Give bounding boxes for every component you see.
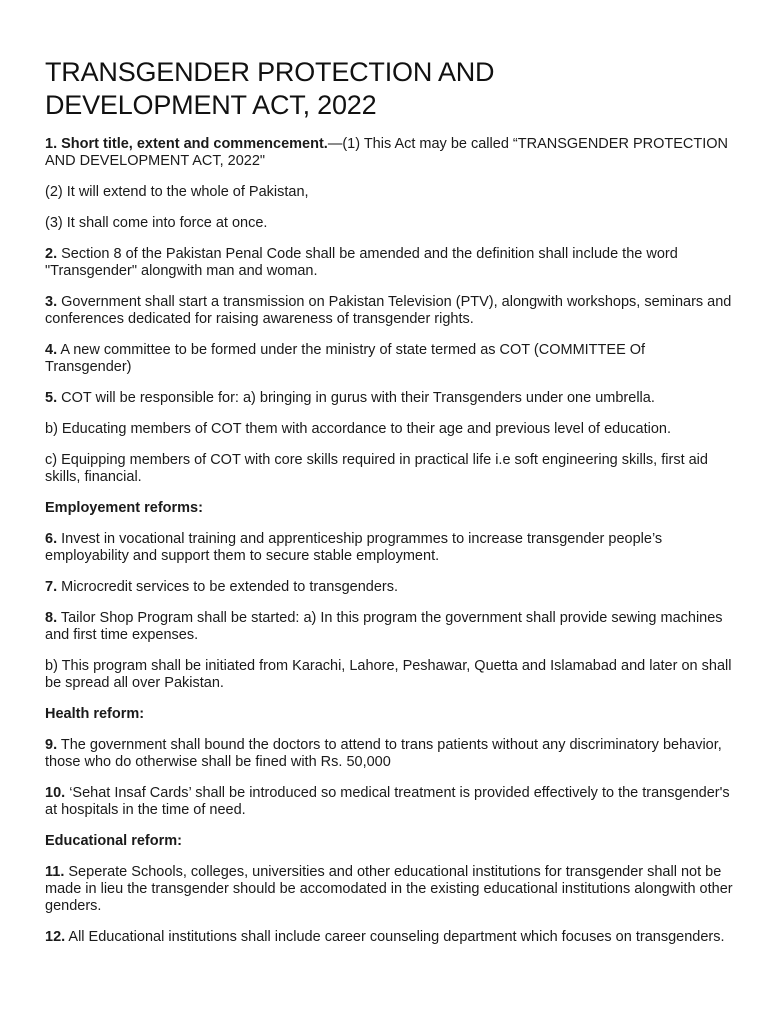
section-6-text: Invest in vocational training and apprenticeship programmes to increase transgender people’s employability and support them to secure stable employment. bbox=[45, 531, 663, 564]
section-3-text: Government shall start a transmission on Pakistan Television (PTV), alongwith workshops, seminars and conferences dedicated for raising awareness of transgender rights. bbox=[45, 294, 732, 327]
section-1-text: —(1) This Act may be called “TRANSGENDER PROTECTION AND DEVELOPMENT ACT, 2022" bbox=[45, 136, 729, 169]
section-9-text: The government shall bound the doctors to attend to trans patients without any discriminatory behavior, those who do otherwise shall be fined with Rs. 50,000 bbox=[45, 737, 722, 770]
section-9-number: 9. bbox=[45, 737, 58, 753]
section-6 bbox=[45, 531, 735, 565]
section-9 bbox=[45, 737, 735, 771]
heading-employment-reforms: Employement reforms: bbox=[45, 500, 203, 516]
section-1-lead: 1. Short title, extent and commencement. bbox=[45, 136, 328, 152]
document-title bbox=[45, 56, 735, 122]
section-5-text: COT will be responsible for: a) bringing in gurus with their Transgenders under one umbrella. bbox=[57, 390, 655, 406]
section-10-number: 10. bbox=[45, 785, 66, 801]
section-2 bbox=[45, 246, 735, 280]
title-line-1: TRANSGENDER PROTECTION AND bbox=[45, 57, 495, 87]
section-7 bbox=[45, 579, 735, 596]
section-5 bbox=[45, 390, 735, 407]
section-7-number: 7. bbox=[45, 579, 58, 595]
section-12-text: All Educational institutions shall include career counseling department which focuses on transgenders. bbox=[65, 929, 725, 945]
section-11 bbox=[45, 864, 735, 915]
section-2-number: 2. bbox=[45, 246, 58, 262]
section-1-clause-3: (3) It shall come into force at once. bbox=[45, 215, 268, 231]
section-5-clause-c: c) Equipping members of COT with core skills required in practical life i.e soft engineering skills, first aid skills, financial. bbox=[45, 452, 708, 485]
section-1 bbox=[45, 136, 735, 170]
section-5-number: 5. bbox=[45, 390, 58, 406]
section-4 bbox=[45, 342, 735, 376]
section-10 bbox=[45, 785, 735, 819]
document-page bbox=[45, 56, 735, 960]
section-8-clause-b: b) This program shall be initiated from Karachi, Lahore, Peshawar, Quetta and Islamabad and later on shall be spread all over Pakistan. bbox=[45, 658, 732, 691]
section-6-number: 6. bbox=[45, 531, 58, 547]
section-10-text: ‘Sehat Insaf Cards’ shall be introduced so medical treatment is provided effectively to the transgender's at hospitals in the time of need. bbox=[45, 785, 730, 818]
section-4-number: 4. bbox=[45, 342, 58, 358]
section-3 bbox=[45, 294, 735, 328]
heading-health-reform: Health reform: bbox=[45, 706, 145, 722]
section-12 bbox=[45, 929, 735, 946]
section-1-clause-2: (2) It will extend to the whole of Pakistan, bbox=[45, 184, 309, 200]
section-8 bbox=[45, 610, 735, 644]
section-11-number: 11. bbox=[45, 864, 65, 880]
section-7-text: Microcredit services to be extended to transgenders. bbox=[57, 579, 399, 595]
section-8-number: 8. bbox=[45, 610, 58, 626]
section-3-number: 3. bbox=[45, 294, 58, 310]
section-12-number: 12. bbox=[45, 929, 66, 945]
section-5-clause-b: b) Educating members of COT them with accordance to their age and previous level of education. bbox=[45, 421, 671, 437]
section-11-text: Seperate Schools, colleges, universities and other educational institutions for transgender shall not be made in lieu the transgender should be accomodated in the existing educational institutions alongwith other genders. bbox=[45, 864, 733, 914]
section-2-text: Section 8 of the Pakistan Penal Code shall be amended and the definition shall include the word "Transgender" alongwith man and woman. bbox=[45, 246, 678, 279]
heading-educational-reform: Educational reform: bbox=[45, 833, 182, 849]
title-line-2: DEVELOPMENT ACT, 2022 bbox=[45, 90, 377, 120]
section-8-text: Tailor Shop Program shall be started: a) In this program the government shall provide sewing machines and first time expenses. bbox=[45, 610, 723, 643]
section-4-text: A new committee to be formed under the ministry of state termed as COT (COMMITTEE Of Transgender) bbox=[45, 342, 646, 375]
